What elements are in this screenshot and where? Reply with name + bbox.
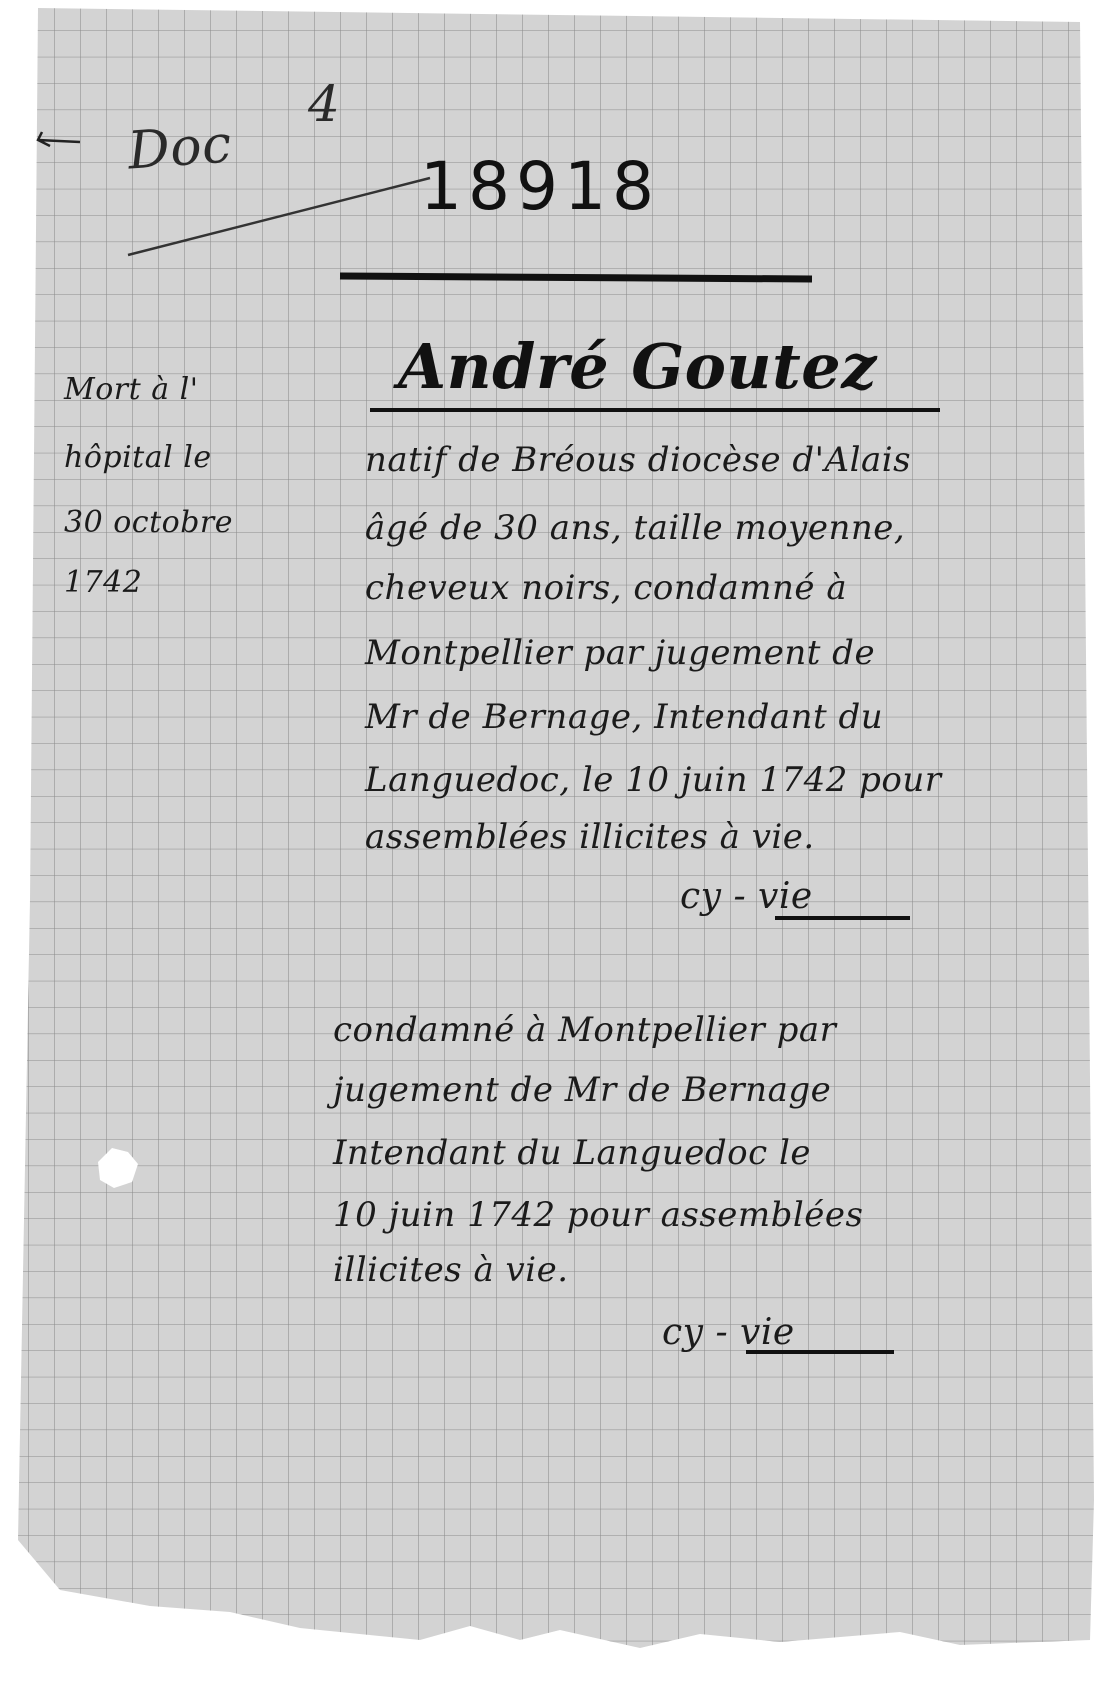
entry-2-line: condamné à Montpellier par (333, 1010, 837, 1050)
margin-note-line: 1742 (64, 565, 143, 600)
entry-2-mark: cy - vie (662, 1312, 795, 1353)
margin-note-line: Mort à l' (64, 372, 199, 407)
convict-name: André Goutez (398, 330, 877, 403)
margin-note-line: 30 octobre (64, 505, 233, 540)
entry-1-line: assemblées illicites à vie. (365, 817, 815, 857)
entry-1-line: Montpellier par jugement de (365, 633, 876, 673)
register-underline (340, 276, 812, 279)
entry-2-line: jugement de Mr de Bernage (333, 1070, 832, 1110)
entry-2-line: Intendant du Languedoc le (333, 1133, 811, 1173)
entry-1-line: natif de Bréous diocèse d'Alais (365, 440, 912, 480)
register-number: 18918 (420, 148, 660, 225)
entry-1-line: cheveux noirs, condamné à (365, 568, 848, 608)
doc-number: 4 (308, 75, 341, 133)
entry-2-line: illicites à vie. (333, 1250, 569, 1290)
entry-1-line: Mr de Bernage, Intendant du (365, 697, 884, 737)
entry-2-line: 10 juin 1742 pour assemblées (333, 1195, 864, 1235)
entry-1-mark: cy - vie (680, 876, 813, 917)
entry-1-line: âgé de 30 ans, taille moyenne, (365, 508, 906, 548)
margin-note-line: hôpital le (64, 440, 212, 475)
entry-1-line: Languedoc, le 10 juin 1742 pour (365, 760, 942, 800)
doc-reference: Doc (126, 114, 234, 182)
